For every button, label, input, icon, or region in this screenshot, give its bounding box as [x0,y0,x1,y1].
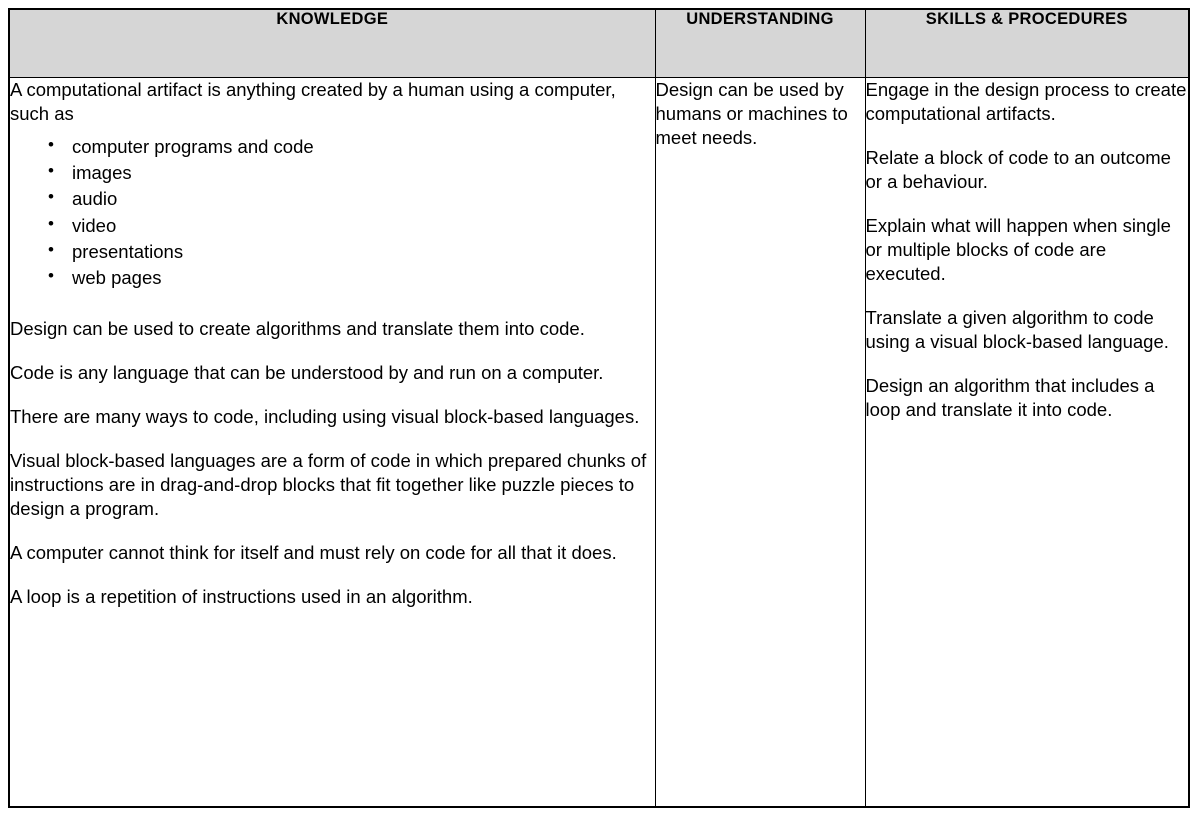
knowledge-paragraph: Visual block-based languages are a form of code in which prepared chunks of instructions are in drag-and-drop blocks that fit together like puzzle pieces to design a program. [10,449,647,519]
skills-paragraph: Relate a block of code to an outcome or a behaviour. [865,146,1171,192]
table-body [9,77,1189,807]
knowledge-paragraph: A loop is a repetition of instructions used in an algorithm. [10,585,473,607]
list-item: • images [72,160,655,185]
list-item: • web pages [72,265,655,290]
cell-skills [865,77,1189,807]
table-header [9,9,1189,77]
table-row [9,77,1189,807]
knowledge-paragraph: There are many ways to code, including using visual block-based languages. [10,405,640,427]
column-header-skills: SKILLS & PROCEDURES [865,9,1189,77]
knowledge-paragraph: A computer cannot think for itself and must rely on code for all that it does. [10,541,617,563]
list-item: • computer programs and code [72,134,655,159]
skills-paragraph: Translate a given algorithm to code using a visual block-based language. [865,306,1169,352]
skills-paragraph: Engage in the design process to create computational artifacts. [865,78,1187,124]
knowledge-paragraph: Design can be used to create algorithms and translate them into code. [10,317,585,339]
skills-paragraph: Design an algorithm that includes a loop and translate it into code. [865,374,1155,420]
skills-paragraph: Explain what will happen when single or multiple blocks of code are executed. [865,214,1171,284]
column-header-knowledge: KNOWLEDGE [9,9,655,77]
cell-understanding [655,77,865,807]
column-header-understanding: UNDERSTANDING [655,9,865,77]
knowledge-bullet-list [10,134,655,291]
understanding-paragraph: Design can be used by humans or machines to meet needs. [655,78,848,148]
header-row [9,9,1189,77]
knowledge-intro-text: A computational artifact is anything created by a human using a computer, such as [10,78,616,124]
list-item: • audio [72,186,655,211]
list-item: • presentations [72,239,655,264]
knowledge-paragraph: Code is any language that can be understood by and run on a computer. [10,361,604,383]
cell-knowledge [9,77,655,807]
curriculum-table [8,8,1190,808]
list-item: • video [72,213,655,238]
